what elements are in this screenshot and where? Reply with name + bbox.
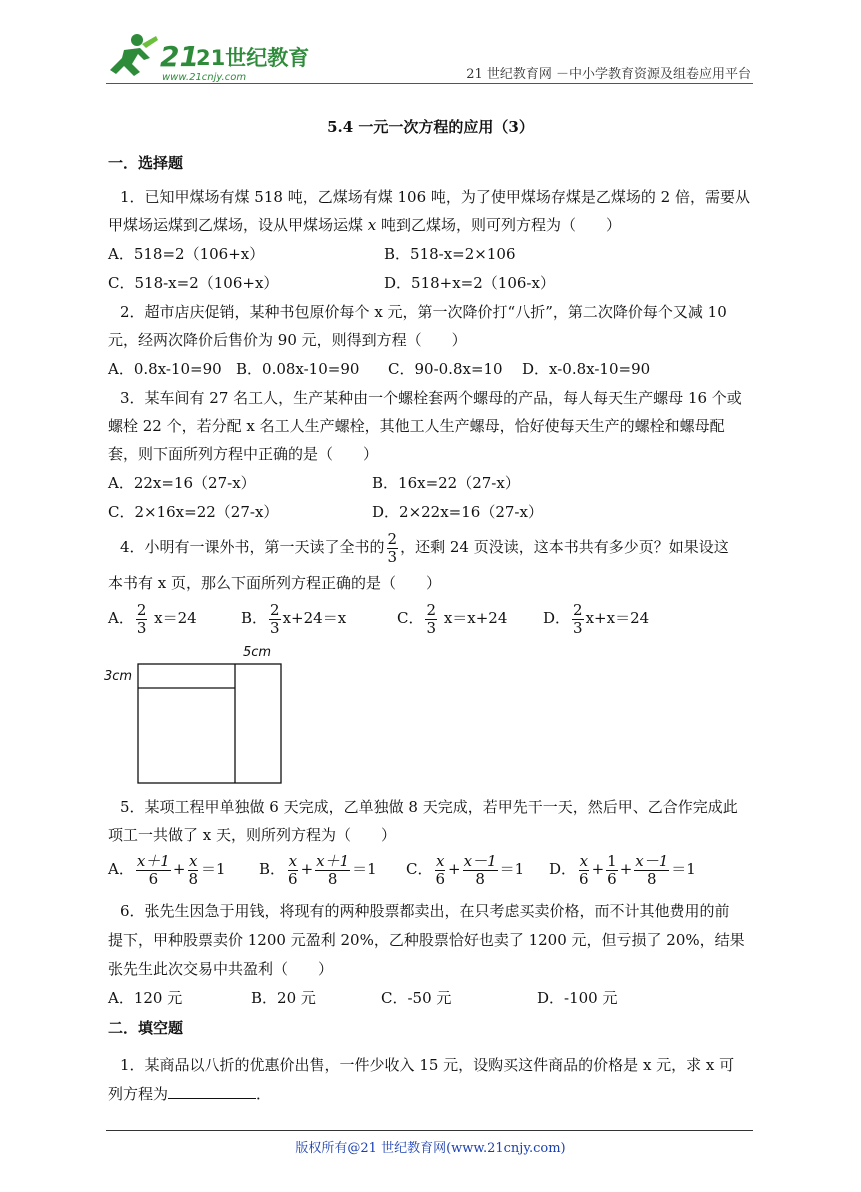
q4-line1: 4．小明有一课外书，第一天读了全书的 $\frac{2}{3}$ ，还剩 24 页没读，这本书共有多少页？如果设这 bbox=[120, 529, 729, 566]
q3-option-a: A．22x=16（27-x） bbox=[108, 474, 256, 492]
svg-text:www.21cnjy.com: www.21cnjy.com bbox=[162, 72, 247, 83]
q6-option-c: C．-50 元 bbox=[381, 989, 452, 1007]
q3-line3: 套，则下面所列方程中正确的是（ ） bbox=[108, 445, 379, 463]
svg-text:21: 21 bbox=[160, 40, 199, 73]
q4-option-a: A． $\frac{2}{3}$ x＝24 bbox=[108, 600, 197, 637]
q1-line1: 1．已知甲煤场有煤 518 吨，乙煤场有煤 106 吨，为了使甲煤场存煤是乙煤场的 2 倍，需要从 bbox=[120, 188, 750, 206]
q1-option-a: A．518=2（106+x） bbox=[108, 245, 265, 263]
q2-line2: 元，经两次降价后售价为 90 元，则得到方程（ ） bbox=[108, 331, 467, 349]
q3-option-d: D．2×22x=16（27-x） bbox=[372, 503, 543, 521]
q2-option-c: C．90-0.8x=10 bbox=[388, 360, 503, 378]
q3-line1: 3．某车间有 27 名工人，生产某种由一个螺栓套两个螺母的产品，每人每天生产螺母 16 个或 bbox=[120, 389, 742, 407]
rectangle-figure bbox=[104, 644, 290, 786]
q1-option-c: C．518-x=2（106+x） bbox=[108, 274, 279, 292]
q4-option-c: C． $\frac{2}{3}$ x＝x+24 bbox=[397, 600, 508, 637]
q5-line2: 项工一共做了 x 天，则所列方程为（ ） bbox=[108, 826, 396, 844]
q6-line3: 张先生此次交易中共盈利（ ） bbox=[108, 960, 334, 978]
footer-divider bbox=[106, 1130, 753, 1131]
q1-line2: 甲煤场运煤到乙煤场，设从甲煤场运煤 x 吨到乙煤场，则可列方程为（ ） bbox=[108, 216, 622, 234]
q3-option-c: C．2×16x=22（27-x） bbox=[108, 503, 279, 521]
q1-option-d: D．518+x=2（106-x） bbox=[384, 274, 555, 292]
q6-option-a: A．120 元 bbox=[108, 989, 183, 1007]
header-slogan: 21 世纪教育网 －中小学教育资源及组卷应用平台 bbox=[466, 67, 751, 82]
q4-option-d: D． $\frac{2}{3}$ x+x＝24 bbox=[543, 600, 650, 637]
footer-copyright: 版权所有@21 世纪教育网(www.21cnjy.com) bbox=[295, 1141, 566, 1156]
q5-option-c: C． $\frac{x}{6}$ + $\frac{x-1}{8}$ ＝1 bbox=[406, 851, 525, 888]
q5-option-d: D． $\frac{x}{6}$ + $\frac{1}{6}$ + $\frac{x-1}{8}$ ＝1 bbox=[549, 851, 696, 888]
fraction-two-thirds: $\frac{2}{3}$ bbox=[387, 529, 398, 566]
section-choice-heading: 一．选择题 bbox=[108, 154, 184, 172]
header-divider bbox=[106, 83, 753, 84]
q4-line2: 本书有 x 页，那么下面所列方程正确的是（ ） bbox=[108, 574, 441, 592]
cut-rectangle-diagram bbox=[104, 644, 290, 786]
answer-blank[interactable] bbox=[168, 1084, 256, 1099]
q3-option-b: B．16x=22（27-x） bbox=[372, 474, 520, 492]
q5-option-b: B． $\frac{x}{6}$ + $\frac{x+1}{8}$ ＝1 bbox=[259, 851, 377, 888]
label-3cm: 3cm bbox=[104, 669, 133, 684]
q3-line2: 螺栓 22 个，若分配 x 名工人生产螺栓，其他工人生产螺母，恰好使每天生产的螺栓和螺母配 bbox=[108, 417, 725, 435]
logo bbox=[104, 28, 310, 84]
section-fill-heading: 二．填空题 bbox=[108, 1019, 184, 1037]
q4-option-b: B． $\frac{2}{3}$ x+24＝x bbox=[241, 600, 347, 637]
q2-option-a: A．0.8x-10=90 bbox=[108, 360, 222, 378]
runner-logo-icon bbox=[104, 28, 310, 84]
q6-line2: 提下，甲种股票卖价 1200 元盈利 20%，乙种股票恰好也卖了 1200 元，但亏损了 20%，结果 bbox=[108, 931, 745, 949]
q2-option-b: B．0.08x-10=90 bbox=[236, 360, 360, 378]
svg-text:21世纪教育: 21世纪教育 bbox=[196, 46, 310, 70]
page-title: 5.4 一元一次方程的应用（3） bbox=[327, 118, 534, 136]
q2-line1: 2．超市店庆促销，某种书包原价每个 x 元，第一次降价打“八折”，第二次降价每个又减 10 bbox=[120, 303, 727, 321]
q1-option-b: B．518-x=2×106 bbox=[384, 245, 516, 263]
q6-line1: 6．张先生因急于用钱，将现有的两种股票都卖出，在只考虑买卖价格，而不计其他费用的前 bbox=[120, 902, 730, 920]
q5-line1: 5．某项工程甲单独做 6 天完成，乙单独做 8 天完成，若甲先干一天，然后甲、乙合作完成此 bbox=[120, 798, 738, 816]
q2-option-d: D．x-0.8x-10=90 bbox=[522, 360, 651, 378]
f1-line2: 列方程为 ． bbox=[108, 1085, 272, 1103]
f1-line1: 1．某商品以八折的优惠价出售，一件少收入 15 元，设购买这件商品的价格是 x 元，求 x 可 bbox=[120, 1056, 735, 1074]
q5-option-a: A． $\frac{x+1}{6}$ + $\frac{x}{8}$ ＝1 bbox=[108, 851, 226, 888]
q6-option-d: D．-100 元 bbox=[537, 989, 618, 1007]
label-5cm: 5cm bbox=[243, 645, 272, 660]
q6-option-b: B．20 元 bbox=[251, 989, 316, 1007]
